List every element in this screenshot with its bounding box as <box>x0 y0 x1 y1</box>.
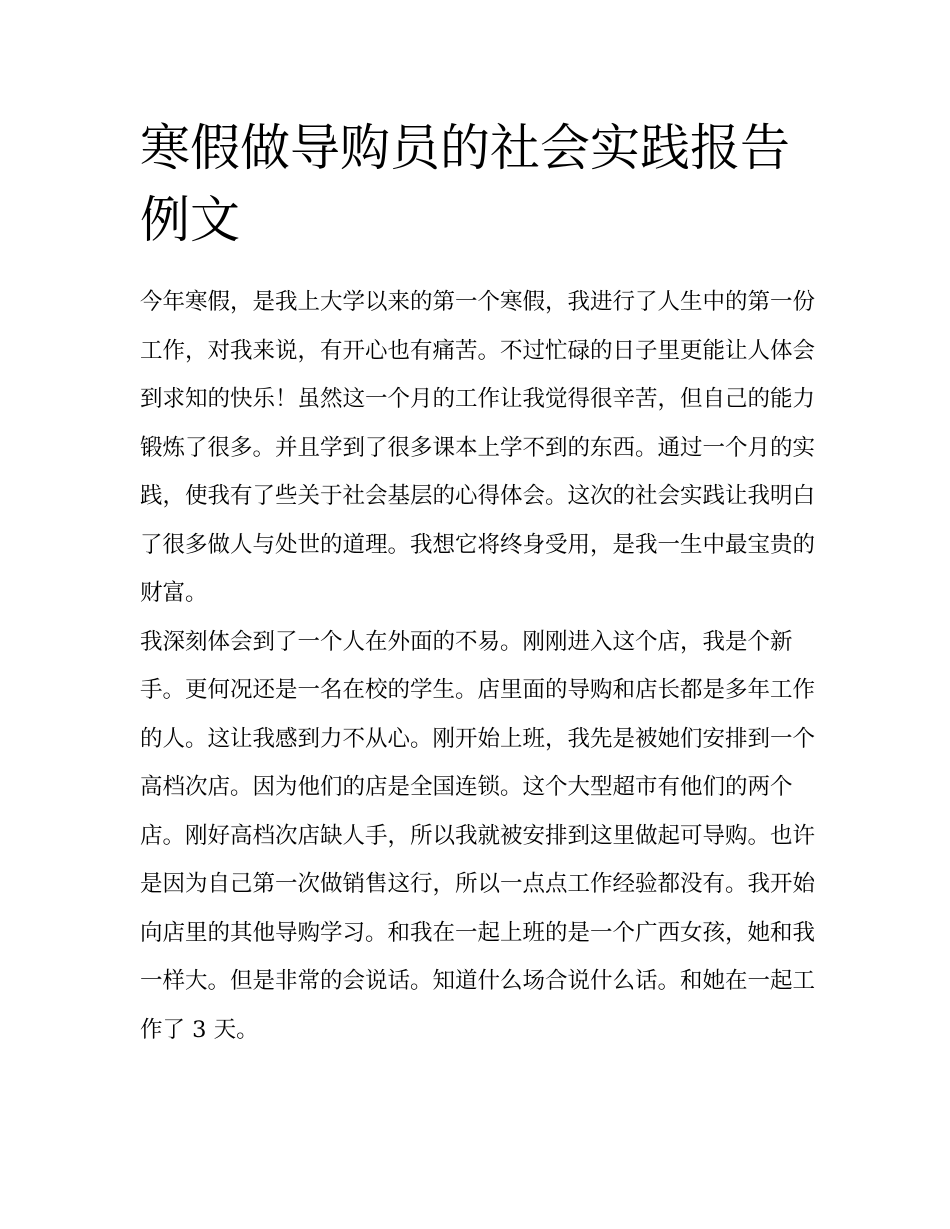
document-body <box>140 278 820 1054</box>
document-title: 寒假做导购员的社会实践报告例文 <box>140 119 790 249</box>
paragraph: 我深刻体会到了一个人在外面的不易。刚刚进入这个店，我是个新手。更何况还是一名在校的学生。店里面的导购和店长都是多年工作的人。这让我感到力不从心。刚开始上班，我先是被她们安排到一个高档次店。因为他们的店是全国连锁。这个大型超市有他们的两个店。刚好高档次店缺人手，所以我就被安排到这里做起可导购。也许是因为自己第一次做销售这行，所以一点点工作经验都没有。我开始向店里的其他导购学习。和我在一起上班的是一个广西女孩，她和我一样大。但是非常的会说话。知道什么场合说什么话。和她在一起工作了 3 天。 <box>140 628 816 1043</box>
paragraph: 今年寒假，是我上大学以来的第一个寒假，我进行了人生中的第一份工作，对我来说，有开心也有痛苦。不过忙碌的日子里更能让人体会到求知的快乐！虽然这一个月的工作让我觉得很辛苦，但自己的能力锻炼了很多。并且学到了很多课本上学不到的东西。通过一个月的实践，使我有了些关于社会基层的心得体会。这次的社会实践让我明白了很多做人与处世的道理。我想它将终身受用，是我一生中最宝贵的财富。 <box>140 289 816 606</box>
